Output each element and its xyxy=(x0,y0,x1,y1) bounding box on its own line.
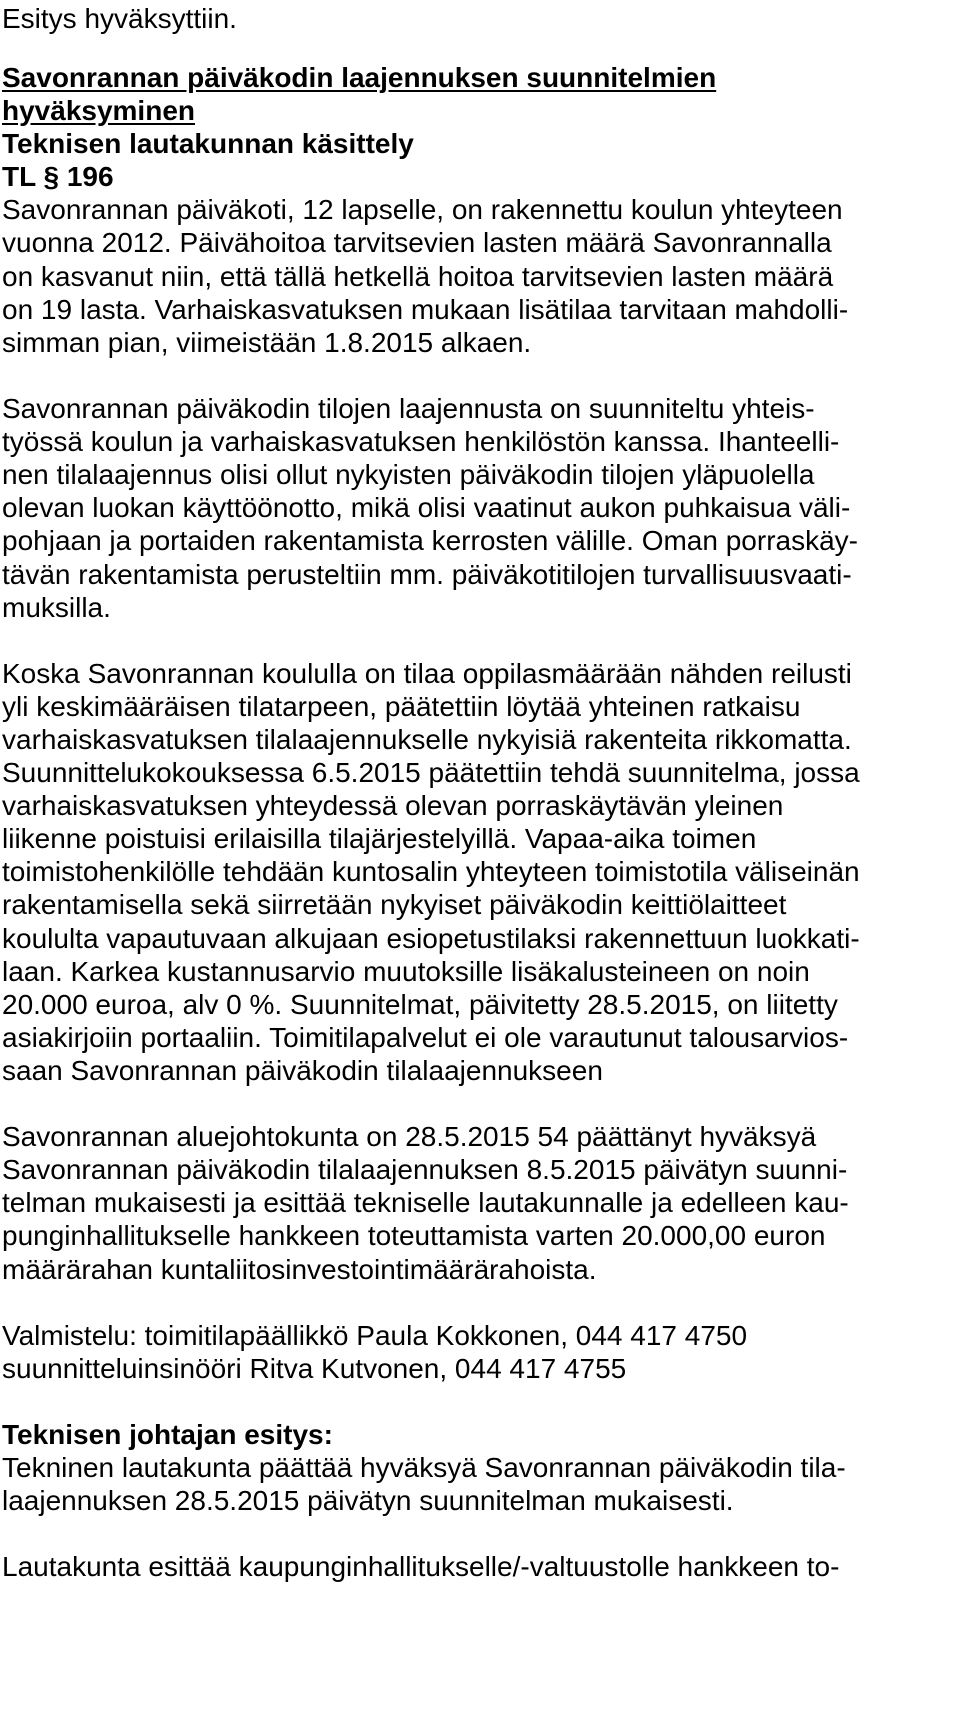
paragraph-line: tävän rakentamista perusteltiin mm. päiväkotitilojen turvallisuusvaati- xyxy=(2,559,852,590)
reference-number: TL § 196 xyxy=(2,161,114,192)
paragraph-line: määrärahan kuntaliitosinvestointimäärärahoista. xyxy=(2,1254,597,1285)
paragraph-line: on kasvanut niin, että tällä hetkellä hoitoa tarvitsevien lasten määrä xyxy=(2,261,834,292)
paragraph-line: Savonrannan päiväkodin tilojen laajennusta on suunniteltu yhteis- xyxy=(2,393,815,424)
paragraph-line: koululta vapautuvaan alkujaan esiopetustilaksi rakennettuun luokkati- xyxy=(2,923,860,954)
paragraph-line: Koska Savonrannan koululla on tilaa oppilasmäärään nähden reilusti xyxy=(2,658,852,689)
paragraph-line: muksilla. xyxy=(2,592,111,623)
paragraph-line: vuonna 2012. Päivähoitoa tarvitsevien lasten määrä Savonrannalla xyxy=(2,227,832,258)
paragraph-line: Savonrannan päiväkodin tilalaajennuksen 8.5.2015 päivätyn suunni- xyxy=(2,1154,848,1185)
paragraph-line: Lautakunta esittää kaupunginhallitukselle/-valtuustolle hankkeen to- xyxy=(2,1551,840,1582)
preparation-line: Valmistelu: toimitilapäällikkö Paula Kokkonen, 044 417 4750 xyxy=(2,1320,748,1351)
paragraph-line: Savonrannan päiväkoti, 12 lapselle, on rakennettu koulun yhteyteen xyxy=(2,194,843,225)
paragraph-line: varhaiskasvatuksen tilalaajennukselle nykyisiä rakenteita rikkomatta. xyxy=(2,724,852,755)
paragraph-line: liikenne poistuisi erilaisilla tilajärjestelyillä. Vapaa-aika toimen xyxy=(2,823,757,854)
section-subtitle: Teknisen lautakunnan käsittely xyxy=(2,128,414,159)
paragraph-line: yli keskimääräisen tilatarpeen, päätettiin löytää yhteinen ratkaisu xyxy=(2,691,801,722)
status-text: Esitys hyväksyttiin. xyxy=(2,3,237,34)
paragraph-line: rakentamisella sekä siirretään nykyiset päiväkodin keittiölaitteet xyxy=(2,889,787,920)
paragraph-line: laan. Karkea kustannusarvio muutoksille lisäkalusteineen on noin xyxy=(2,956,810,987)
paragraph-line: simman pian, viimeistään 1.8.2015 alkaen. xyxy=(2,327,532,358)
paragraph-line: 20.000 euroa, alv 0 %. Suunnitelmat, päivitetty 28.5.2015, on liitetty xyxy=(2,989,838,1020)
section-title-link[interactable]: Savonrannan päiväkodin laajennuksen suunnitelmien xyxy=(2,62,717,93)
proposal-line: laajennuksen 28.5.2015 päivätyn suunnitelman mukaisesti. xyxy=(2,1485,734,1516)
paragraph-line: Suunnittelukokouksessa 6.5.2015 päätettiin tehdä suunnitelma, jossa xyxy=(2,757,860,788)
paragraph-line: varhaiskasvatuksen yhteydessä olevan porraskäytävän yleinen xyxy=(2,790,784,821)
proposal-line: Tekninen lautakunta päättää hyväksyä Savonrannan päiväkodin tila- xyxy=(2,1452,846,1483)
paragraph-line: telman mukaisesti ja esittää tekniselle lautakunnalle ja edelleen kau- xyxy=(2,1187,849,1218)
paragraph-line: toimistohenkilölle tehdään kuntosalin yhteyteen toimistotila väliseinän xyxy=(2,856,860,887)
paragraph-line: työssä koulun ja varhaiskasvatuksen henkilöstön kanssa. Ihanteelli- xyxy=(2,426,840,457)
paragraph-line: saan Savonrannan päiväkodin tilalaajennukseen xyxy=(2,1055,603,1086)
paragraph-line: pohjaan ja portaiden rakentamista kerrosten välille. Oman porraskäy- xyxy=(2,525,858,556)
paragraph-line: asiakirjoiin portaaliin. Toimitilapalvelut ei ole varautunut talousarvios- xyxy=(2,1022,849,1053)
paragraph-line: olevan luokan käyttöönotto, mikä olisi vaatinut aukon puhkaisua väli- xyxy=(2,492,851,523)
section-title-link-continued[interactable]: hyväksyminen xyxy=(2,95,195,126)
paragraph-line: nen tilalaajennus olisi ollut nykyisten päiväkodin tilojen yläpuolella xyxy=(2,459,815,490)
paragraph-line: punginhallitukselle hankkeen toteuttamista varten 20.000,00 euron xyxy=(2,1220,826,1251)
preparation-line: suunnitteluinsinööri Ritva Kutvonen, 044 417 4755 xyxy=(2,1353,627,1384)
paragraph-line: on 19 lasta. Varhaiskasvatuksen mukaan lisätilaa tarvitaan mahdolli- xyxy=(2,294,849,325)
proposal-heading: Teknisen johtajan esitys: xyxy=(2,1419,333,1450)
paragraph-line: Savonrannan aluejohtokunta on 28.5.2015 54 päättänyt hyväksyä xyxy=(2,1121,817,1152)
